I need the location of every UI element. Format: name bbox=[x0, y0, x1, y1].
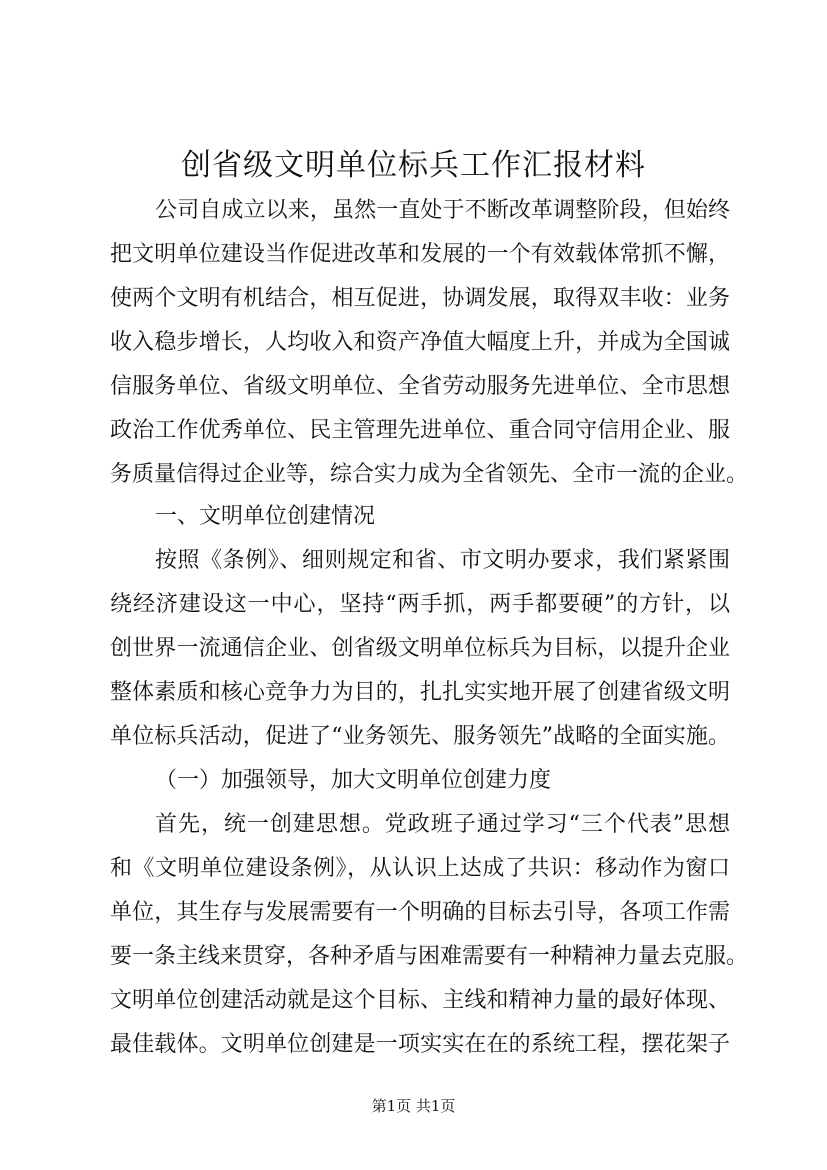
paragraph-line: 要一条主线来贯穿，各种矛盾与困难需要有一种精神力量去克服。 bbox=[110, 944, 749, 969]
document-title: 创省级文明单位标兵工作汇报材料 bbox=[181, 148, 646, 183]
paragraph-line: 和《文明单位建设条例》，从认识上达成了共识：移动作为窗口 bbox=[110, 856, 730, 881]
page-number-footer: 第1页 共1页 bbox=[371, 1097, 456, 1115]
paragraph-line: 使两个文明有机结合，相互促进，协调发展，取得双丰收：业务 bbox=[110, 286, 730, 311]
paragraph-line: 信服务单位、省级文明单位、全省劳动服务先进单位、全市思想 bbox=[110, 374, 730, 399]
paragraph-line: 收入稳步增长，人均收入和资产净值大幅度上升，并成为全国诚 bbox=[110, 330, 730, 355]
paragraph-line: 务质量信得过企业等，综合实力成为全省领先、全市一流的企业。 bbox=[110, 462, 749, 487]
paragraph-line: 最佳载体。文明单位创建是一项实实在在的系统工程，摆花架子 bbox=[110, 1032, 730, 1057]
paragraph-line: 单位，其生存与发展需要有一个明确的目标去引导，各项工作需 bbox=[110, 900, 730, 925]
subsection-heading: （一）加强领导，加大文明单位创建力度 bbox=[155, 768, 552, 793]
paragraph-line: 绕经济建设这一中心，坚持“两手抓，两手都要硬”的方针，以 bbox=[110, 592, 730, 617]
paragraph-line: 整体素质和核心竞争力为目的，扎扎实实地开展了创建省级文明 bbox=[110, 680, 730, 705]
paragraph-line: 政治工作优秀单位、民主管理先进单位、重合同守信用企业、服 bbox=[110, 418, 730, 443]
paragraph-line: 把文明单位建设当作促进改革和发展的一个有效载体常抓不懈， bbox=[110, 242, 730, 267]
paragraph-line: 创世界一流通信企业、创省级文明单位标兵为目标，以提升企业 bbox=[110, 636, 730, 661]
paragraph-line: 公司自成立以来，虽然一直处于不断改革调整阶段，但始终 bbox=[155, 198, 730, 223]
paragraph-line: 首先，统一创建思想。党政班子通过学习“三个代表”思想 bbox=[155, 812, 730, 837]
paragraph-line: 文明单位创建活动就是这个目标、主线和精神力量的最好体现、 bbox=[110, 988, 730, 1013]
paragraph-line: 按照《条例》、细则规定和省、市文明办要求，我们紧紧围 bbox=[155, 548, 730, 573]
paragraph-line: 单位标兵活动，促进了“业务领先、服务领先”战略的全面实施。 bbox=[110, 724, 730, 749]
section-heading: 一、文明单位创建情况 bbox=[155, 504, 376, 529]
